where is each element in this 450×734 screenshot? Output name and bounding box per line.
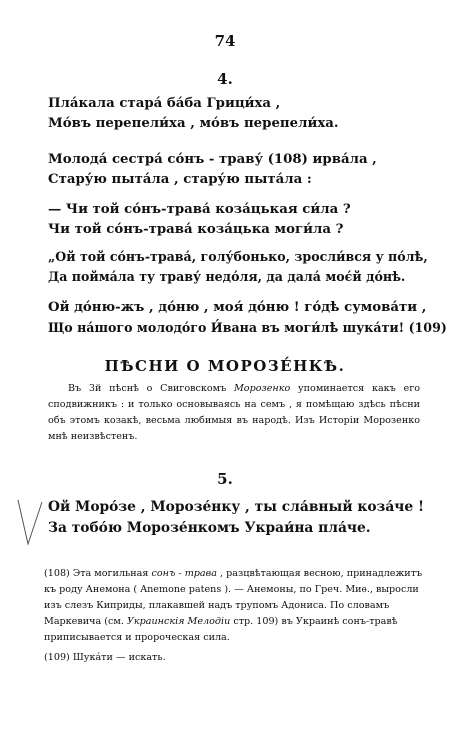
footnotes	[44, 566, 424, 666]
verse-line: „Ой той со́нъ-трава́, голу́бонько, зросли́вся у по́лѣ,	[48, 249, 428, 264]
footnote-text: ). — Анемоны, по Греч. Миѳ., выросли изъ слезъ Киприды, плакавшей надъ трупомъ Адониса. По словамъ Маркевича (см.	[44, 584, 419, 627]
footnote-latin: Anemone patens	[140, 584, 222, 595]
verse-line: Стару́ю пыта́ла , стару́ю пыта́ла :	[48, 172, 312, 187]
intro-paragraph	[48, 381, 420, 445]
verse-line: Ой Моро́зе , Морозе́нку , ты сла́вный коза́че !	[48, 499, 425, 515]
verse-line: За тобо́ю Морозе́нкомъ Украи́на пла́че.	[48, 520, 371, 536]
verse-line: Що на́шого молодо́го И́вана въ моги́лѣ шука́ти! (109)	[48, 320, 447, 335]
footnote-label: (108)	[44, 568, 70, 579]
margin-pencil-mark	[14, 498, 44, 548]
footnote-109	[44, 650, 424, 666]
section-heading: ПѢСНИ О МОРОЗЕ́НКѢ.	[104, 357, 346, 375]
verse-line: Да пойма́ла ту траву́ недо́ля, да дала́ моє́й до́нѣ.	[48, 269, 406, 284]
verse-line: — Чи той со́нъ-трава́ коза́цькая си́ла ?	[48, 202, 351, 217]
intro-italic-name: Морозенко	[233, 383, 291, 394]
footnote-text: стр. 109) въ Украинѣ сонъ-травѣ приписывается и пророческая сила.	[44, 616, 398, 643]
footnote-italic: Украинскія Мелодіи	[126, 616, 231, 627]
page-number: 74	[214, 32, 236, 50]
footnote-text: — искать.	[112, 652, 166, 663]
section-4-number: 4.	[217, 70, 233, 88]
footnote-italic: сонъ - трава	[151, 568, 217, 579]
footnote-label: (109)	[44, 652, 70, 663]
footnote-text: Эта могильная	[69, 568, 152, 579]
section-5-number: 5.	[217, 470, 233, 488]
footnote-108	[44, 566, 424, 646]
intro-text: упоминается какъ его сподвижникъ : и только основываясь на семъ , я помѣщаю здѣсь пѣсни объ этомъ козакѣ, весьма любимыя въ народѣ. Изъ Исторіи Морозенко мнѣ неизвѣстенъ.	[48, 383, 420, 442]
verse-line: Чи той со́нъ-трава́ коза́цька моги́ла ?	[48, 222, 344, 237]
footnote-text: Шука́ти	[69, 652, 113, 663]
verse-line: Ой до́ню-жъ , до́ню , моя́ до́ню ! го́дѣ сумова́ти ,	[48, 300, 427, 315]
intro-text: Въ 3й пѣснѣ о Свиговскомъ	[68, 383, 234, 394]
footnote-text: , разцвѣтающая весною, принадлежитъ къ роду Анемона (	[44, 568, 423, 595]
verse-line: Молода́ сестра́ со́нъ - траву́ (108) ирва́ла ,	[48, 152, 377, 167]
verse-line: Мо́въ перепели́ха , мо́въ перепели́ха.	[48, 116, 339, 131]
verse-line: Пла́кала стара́ ба́ба Грици́ха ,	[48, 96, 281, 111]
